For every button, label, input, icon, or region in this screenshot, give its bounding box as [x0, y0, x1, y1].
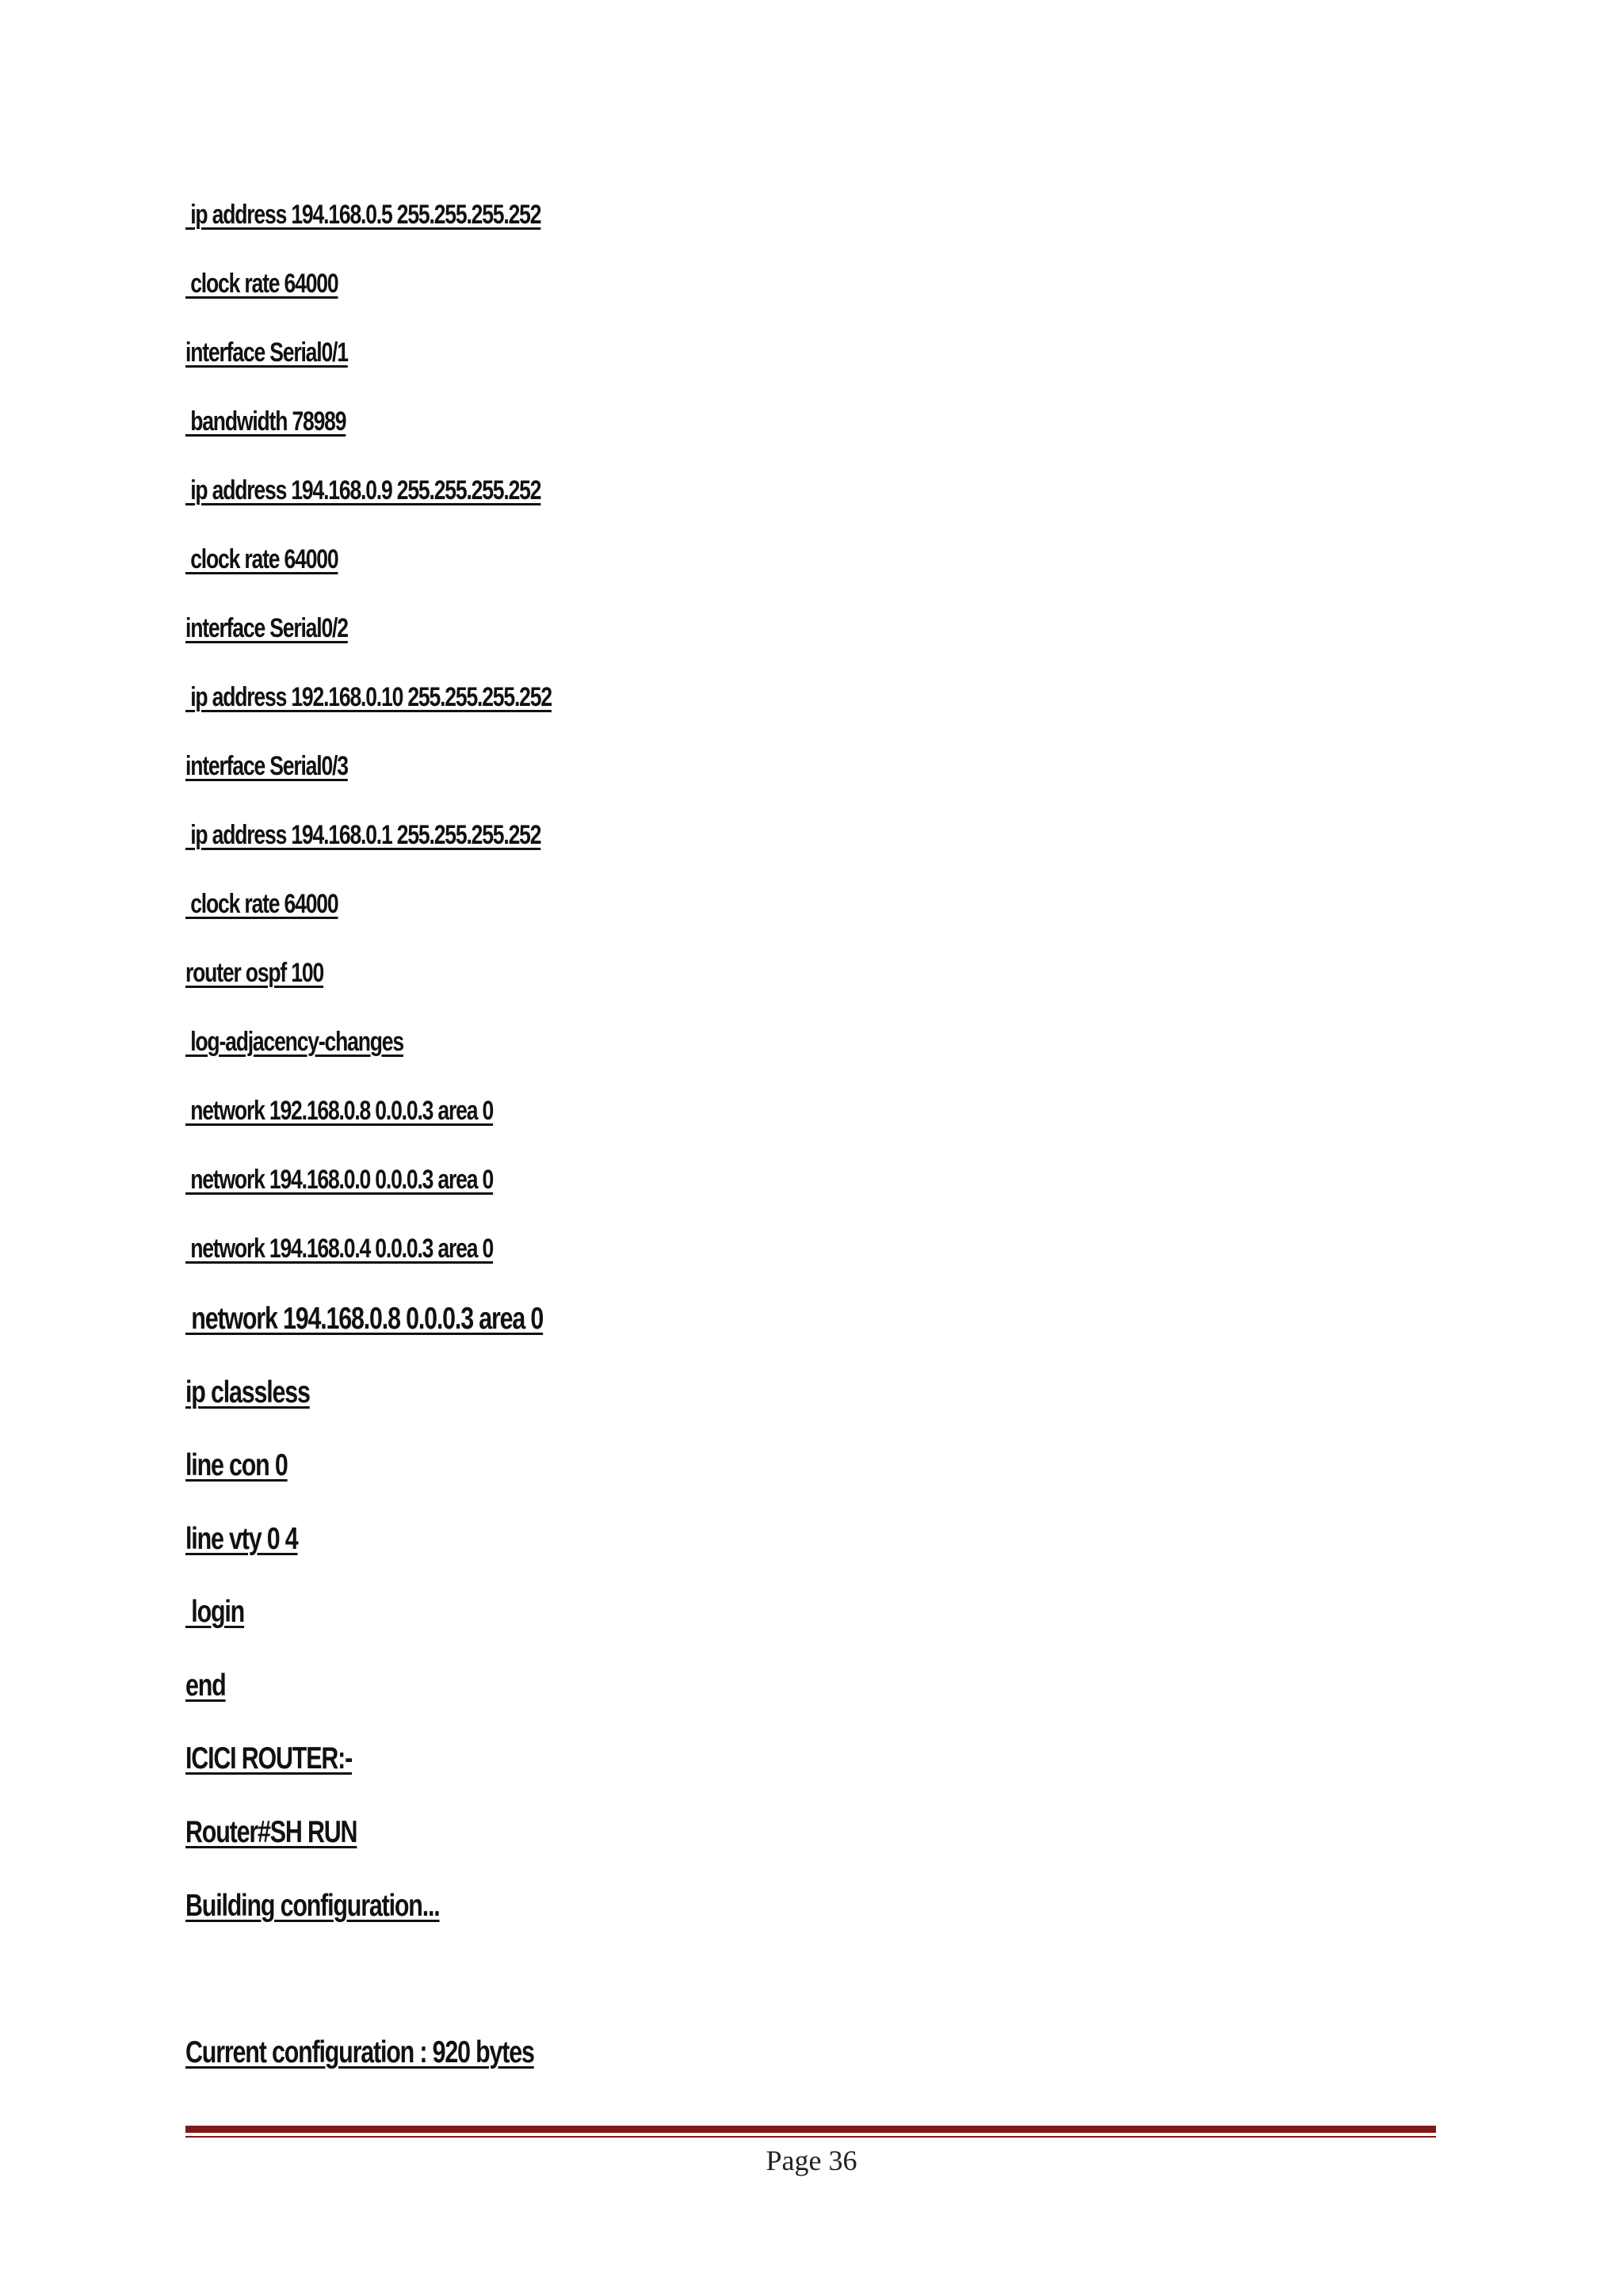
config-line: ip address 194.168.0.9 255.255.255.252 — [185, 475, 541, 505]
footer-rule — [185, 2126, 1436, 2133]
config-line: interface Serial0/3 — [185, 751, 348, 781]
config-line: ip address 194.168.0.5 255.255.255.252 — [185, 200, 541, 230]
page-number: Page 36 — [766, 2145, 857, 2176]
section-heading: ICICI ROUTER:- — [185, 1741, 353, 1775]
config-line: end — [185, 1669, 226, 1703]
config-line: Building configuration... — [185, 1889, 440, 1923]
config-line: login — [185, 1595, 245, 1629]
config-line: line con 0 — [185, 1448, 288, 1482]
config-line: Router#SH RUN — [185, 1815, 357, 1849]
config-line: clock rate 64000 — [185, 269, 338, 299]
config-line: interface Serial0/1 — [185, 338, 348, 368]
config-line: log-adjacency-changes — [185, 1027, 403, 1057]
config-line: network 194.168.0.8 0.0.0.3 area 0 — [185, 1302, 544, 1336]
config-line: network 194.168.0.0 0.0.0.3 area 0 — [185, 1165, 494, 1195]
config-line: ip address 194.168.0.1 255.255.255.252 — [185, 820, 541, 850]
config-line: network 194.168.0.4 0.0.0.3 area 0 — [185, 1234, 494, 1264]
footer-rule-thin — [185, 2136, 1436, 2138]
config-line: clock rate 64000 — [185, 889, 338, 919]
config-line: clock rate 64000 — [185, 544, 338, 574]
config-line: interface Serial0/2 — [185, 613, 348, 643]
config-line: line vty 0 4 — [185, 1522, 298, 1556]
config-line: network 192.168.0.8 0.0.0.3 area 0 — [185, 1096, 494, 1126]
config-line: ip classless — [185, 1375, 310, 1409]
config-line: Current configuration : 920 bytes — [185, 2035, 534, 2069]
config-line: ip address 192.168.0.10 255.255.255.252 — [185, 682, 552, 712]
config-line: router ospf 100 — [185, 958, 324, 988]
config-line: bandwidth 78989 — [185, 406, 346, 437]
